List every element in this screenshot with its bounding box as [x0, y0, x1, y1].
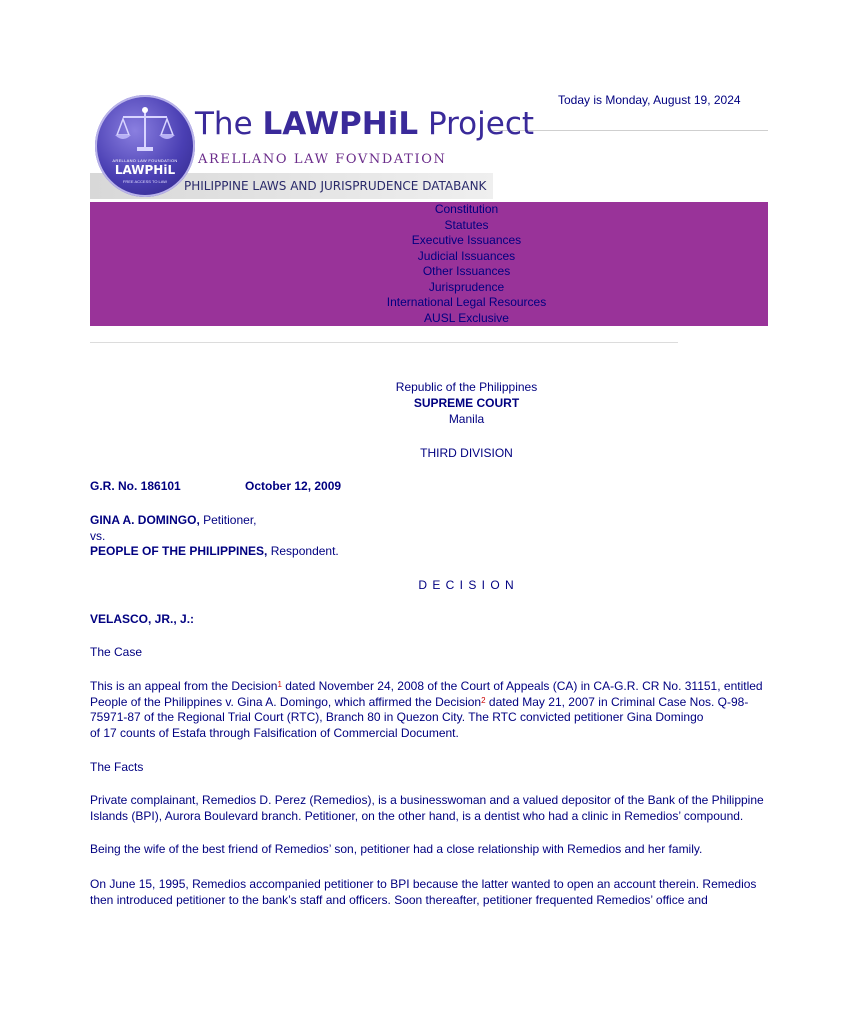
seal-small-text: ARELLANO LAW FOUNDATION — [112, 158, 178, 163]
case-line-1-a: This is an appeal from the Decision — [90, 679, 278, 693]
gr-date: October 12, 2009 — [245, 479, 342, 493]
decision-heading: D E C I S I O N — [418, 578, 515, 592]
brand-tagline: PHILIPPINE LAWS AND JURISPRUDENCE DATABANK — [184, 179, 487, 193]
petitioner-role: Petitioner, — [199, 513, 257, 527]
court-name: SUPREME COURT — [413, 396, 520, 410]
facts-paragraph-1 — [90, 793, 850, 824]
nav-jurisprudence[interactable]: Jurisprudence — [428, 279, 505, 294]
facts-p1-line-2: Islands (BPI), Aurora Boulevard branch. Petitioner, on the other hand, is a dentist who had a clinic in Remedios’ compound. — [90, 808, 744, 823]
facts-p3-line-2: then introduced petitioner to the bank’s staff and officers. Soon thereafter, petitioner frequented Remedios’ office and — [90, 892, 708, 907]
brand-title — [195, 106, 535, 142]
brand-title-prefix: The — [195, 106, 263, 142]
respondent-role: Respondent. — [267, 544, 339, 558]
lawphil-banner[interactable] — [90, 95, 535, 201]
respondent-name: PEOPLE OF THE PHILIPPINES, — [90, 544, 268, 558]
case-line-2-a: People of the Philippines v. Gina A. Domingo, which affirmed the Decision — [90, 694, 482, 709]
seal-tagline: FREE ACCESS TO LAW — [122, 179, 168, 184]
content-divider — [90, 342, 678, 343]
republic-line: Republic of the Philippines — [395, 380, 538, 394]
facts-paragraph-3 — [90, 877, 850, 908]
versus-text: vs. — [90, 529, 106, 543]
nav-executive-issuances[interactable]: Executive Issuances — [411, 233, 522, 247]
respondent-line — [90, 544, 339, 558]
seal-name: LAWPHiL — [114, 163, 176, 177]
brand-subtitle: ARELLANO LAW FOVNDATION — [198, 152, 447, 167]
court-city: Manila — [448, 412, 485, 426]
facts-p1-line-1: Private complainant, Remedios D. Perez (Remedios), is a businesswoman and a valued depositor of the Bank of the Philippine — [90, 793, 764, 807]
nav-judicial-issuances[interactable]: Judicial Issuances — [417, 248, 516, 263]
case-heading: The Case — [90, 645, 143, 659]
footnote-2-link[interactable]: 2 — [481, 695, 486, 705]
division-name: THIRD DIVISION — [420, 446, 513, 460]
case-line-2 — [90, 695, 850, 711]
facts-paragraph-2 — [90, 842, 850, 858]
case-line-1-b: dated November 24, 2008 of the Court of Appeals (CA) in CA-G.R. CR No. 31151, entitled — [281, 679, 763, 693]
nav-constitution[interactable]: Constitution — [434, 202, 499, 216]
case-line-4: of 17 counts of Estafa through Falsification of Commercial Document. — [90, 725, 459, 740]
facts-p3-line-1: On June 15, 1995, Remedios accompanied petitioner to BPI because the latter wanted to open an account therein. Remedios — [90, 877, 757, 891]
footnote-1-link[interactable]: 1 — [277, 680, 282, 689]
brand-title-suffix: Project — [418, 106, 535, 142]
main-navigation — [90, 202, 768, 326]
nav-ausl-exclusive[interactable]: AUSL Exclusive — [424, 310, 509, 325]
case-paragraph — [90, 679, 850, 741]
case-line-1 — [90, 679, 850, 695]
nav-international-legal-resources[interactable]: International Legal Resources — [386, 295, 547, 309]
nav-other-issuances[interactable]: Other Issuances — [422, 264, 511, 278]
case-line-3: 75971-87 of the Regional Trial Court (RTC), Branch 80 in Quezon City. The RTC convicted petitioner Gina Domingo — [90, 710, 704, 724]
petitioner-name: GINA A. DOMINGO, — [90, 513, 200, 527]
lawphil-seal-logo — [95, 95, 195, 197]
scales-of-justice-icon — [113, 105, 177, 155]
case-line-2-b: dated May 21, 2007 in Criminal Case Nos. Q-98- — [485, 694, 749, 709]
nav-statutes[interactable]: Statutes — [444, 217, 489, 232]
facts-heading: The Facts — [90, 760, 144, 774]
gr-number: G.R. No. 186101 — [90, 479, 181, 493]
brand-title-bold: LAWPHiL — [262, 106, 419, 142]
petitioner-line — [90, 513, 256, 527]
today-date: Today is Monday, August 19, 2024 — [558, 93, 741, 107]
ponente: VELASCO, JR., J.: — [90, 612, 195, 626]
facts-p2-line-1: Being the wife of the best friend of Remedios’ son, petitioner had a close relationship with Remedios and her family. — [90, 842, 703, 856]
